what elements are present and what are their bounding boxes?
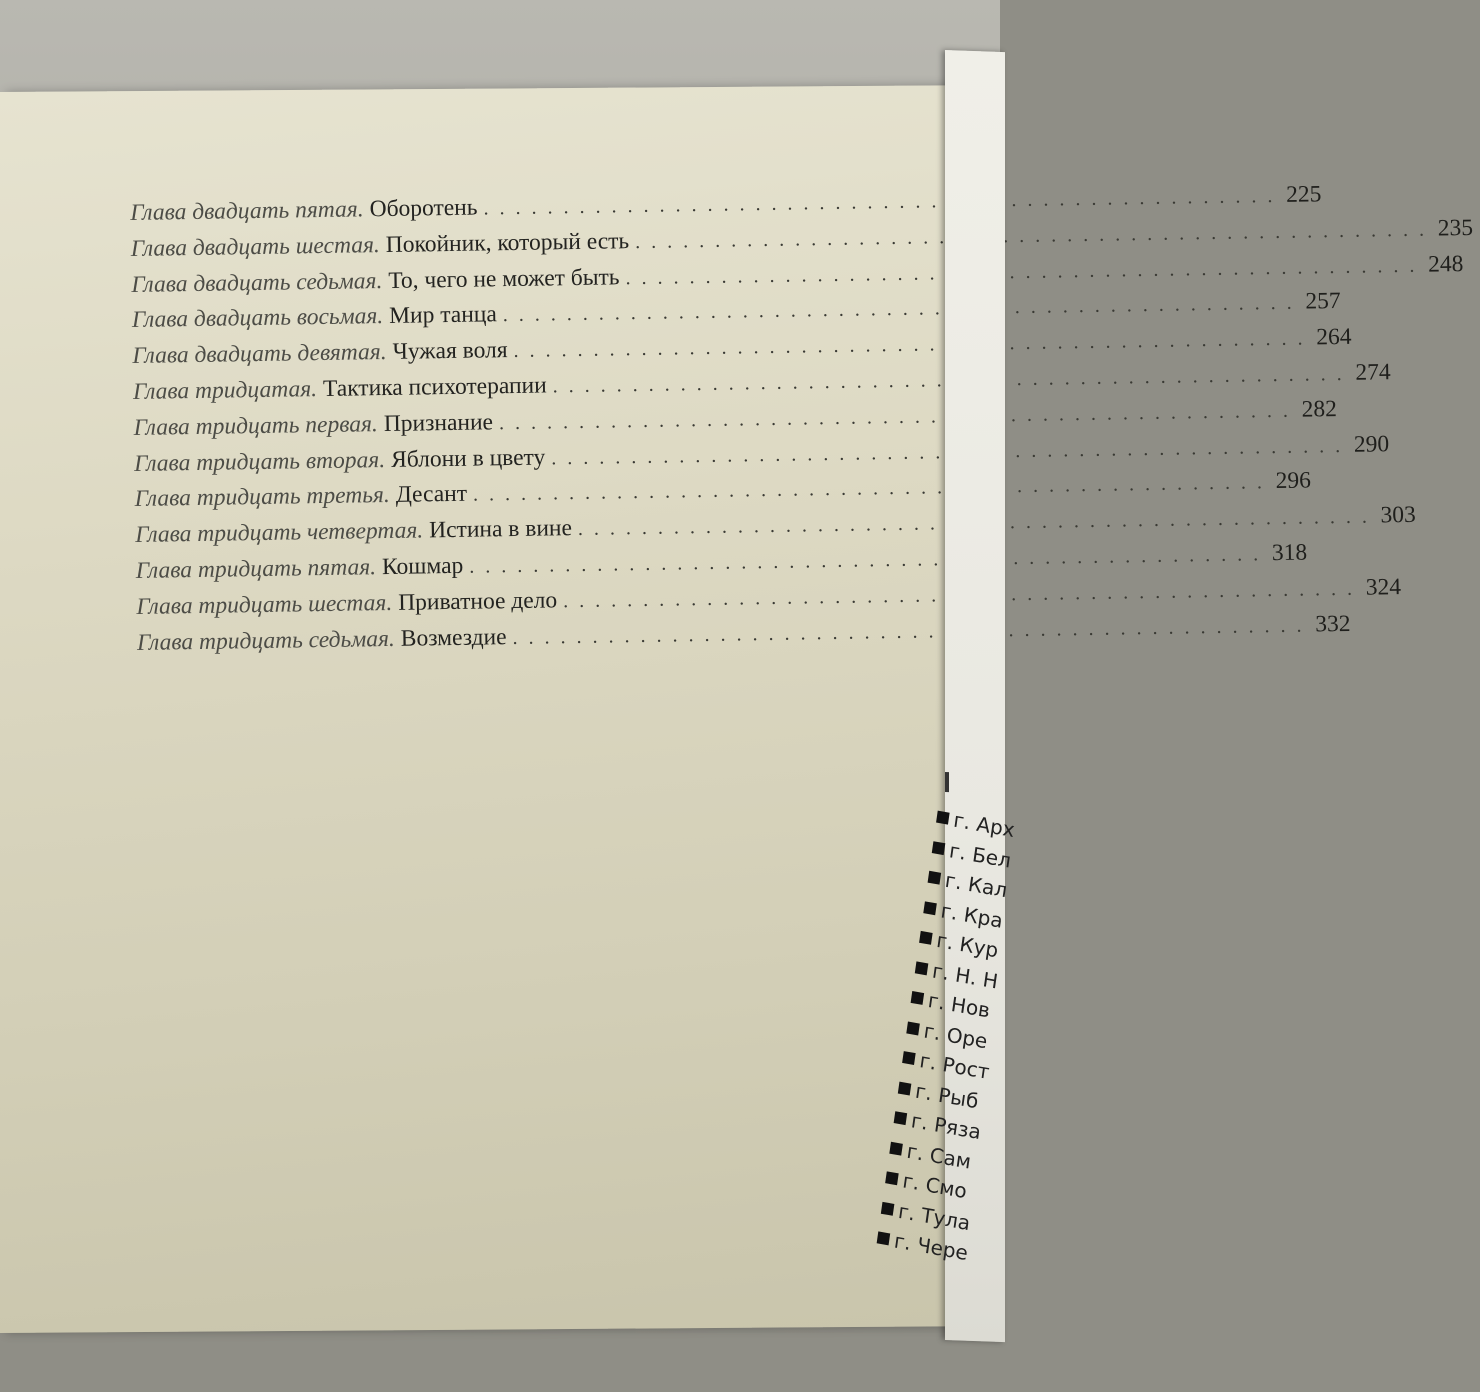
chapter-title: Мир танца [388,301,498,330]
chapter-title: Признание [383,409,494,437]
page-number: 235 [1437,214,1474,242]
bullet-square-icon [911,991,925,1005]
chapter-title: Покойник, который есть [385,227,630,258]
page-number: 257 [1305,288,1341,315]
bullet-square-icon [902,1051,916,1065]
page-number: 324 [1365,573,1402,601]
city-label: г. Н. Н [930,958,1000,994]
city-label: г. Кал [943,868,1009,903]
bullet-square-icon [898,1081,912,1095]
bullet-square-icon [906,1021,920,1035]
chapter-title: Оборотень [369,194,478,223]
chapter-title: То, чего не может быть [388,263,620,294]
chapter-number: Глава тридцать первая. [133,410,379,441]
bullet-square-icon [919,931,933,945]
bullet-square-icon [877,1232,891,1246]
chapter-number: Глава двадцать шестая. [130,231,381,262]
city-label: г. Арх [952,807,1017,843]
city-label: г. Чере [892,1228,970,1266]
chapter-number: Глава тридцать пятая. [135,554,377,584]
page-number: 225 [1285,181,1322,208]
page-number: 318 [1271,539,1308,567]
bullet-square-icon [932,841,946,855]
bullet-square-icon [936,811,950,825]
chapter-title: Яблони в цвету [390,444,546,473]
chapter-number: Глава двадцать девятая. [132,339,387,370]
bullet-square-icon [923,901,937,915]
city-label: г. Рост [918,1048,991,1085]
page-number: 332 [1315,610,1351,637]
bullet-square-icon [915,961,929,975]
page-number: 274 [1355,359,1391,386]
chapter-number: Глава тридцать шестая. [136,589,393,620]
chapter-title: Истина в вине [428,515,573,544]
chapter-number: Глава тридцатая. [132,376,318,405]
city-label: г. Нов [926,988,992,1023]
bleed-through-text [140,746,860,1391]
chapter-title: Чужая воля [392,337,508,366]
bullet-square-icon [881,1202,895,1216]
chapter-number: Глава тридцать седьмая. [136,625,395,656]
heading-fragment [945,772,949,792]
chapter-number: Глава двадцать седьмая. [131,267,383,298]
chapter-number: Глава тридцать вторая. [133,446,386,477]
chapter-title: Десант [395,481,468,509]
city-label: г. Смо [901,1168,969,1204]
chapter-number: Глава двадцать восьмая. [131,303,384,334]
city-label: г. Тула [896,1198,972,1235]
city-label: г. Ряза [909,1108,983,1145]
city-label: г. Рыб [913,1078,980,1114]
page-number: 264 [1316,324,1352,351]
chapter-number: Глава тридцать четвертая. [135,517,424,549]
chapter-title: Возмездие [400,623,507,652]
chapter-title: Приватное дело [398,587,558,616]
city-label: г. Кур [935,928,1000,963]
table-of-contents [130,181,1474,666]
chapter-title: Кошмар [381,552,464,581]
adjacent-page [892,50,1017,1342]
city-label: г. Сам [905,1138,973,1174]
page-number: 290 [1353,430,1390,458]
bullet-square-icon [928,871,942,885]
page-number: 296 [1275,467,1312,495]
city-label: г. Оре [922,1018,990,1054]
page-number: 303 [1380,502,1417,529]
page-number: 282 [1301,395,1338,423]
bullet-square-icon [885,1172,899,1186]
chapter-number: Глава тридцать третья. [134,482,390,513]
city-label: г. Бел [947,838,1013,873]
chapter-number: Глава двадцать пятая. [130,196,364,226]
bullet-square-icon [889,1142,903,1156]
city-label: г. Кра [939,898,1005,933]
chapter-title: Тактика психотерапии [322,372,547,402]
bullet-square-icon [894,1111,908,1125]
page-number: 248 [1427,250,1464,278]
